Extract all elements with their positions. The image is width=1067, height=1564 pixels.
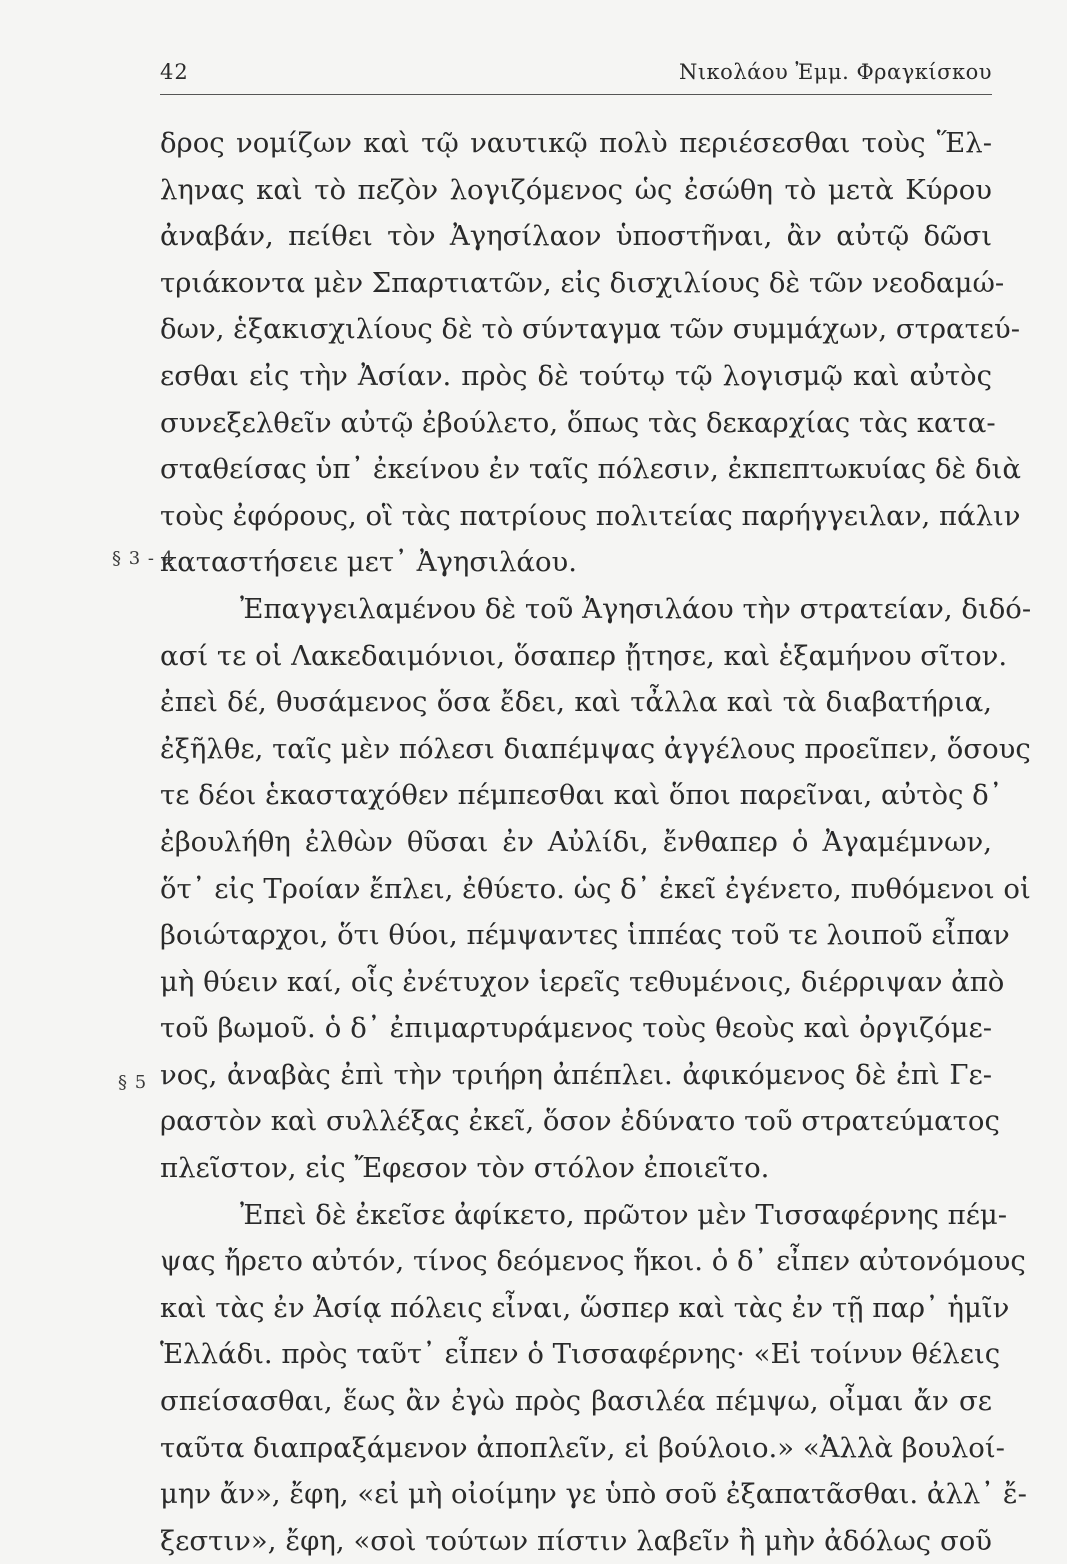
- text-line: ὅτ᾿ εἰς Τροίαν ἔπλει, ἐθύετο. ὡς δ᾿ ἐκεῖ ἐγένετο, πυθόμενοι οἱ: [160, 872, 1031, 905]
- text-line: ἐπεὶ δέ, θυσάμενος ὅσα ἔδει, καὶ τἆλλα καὶ τὰ διαβατήρια,: [160, 686, 992, 719]
- text-line: ληνας καὶ τὸ πεζὸν λογιζόμενος ὡς ἐσώθη τὸ μετὰ Κύρου: [160, 173, 992, 206]
- text-line: ασί τε οἱ Λακεδαιμόνιοι, ὅσαπερ ᾔτησε, καὶ ἑξαμήνου σῖτον.: [160, 639, 1008, 672]
- text-line: μην ἄν», ἔφη, «εἰ μὴ οἰοίμην γε ὑπὸ σοῦ ἐξαπατᾶσθαι. ἀλλ᾿ ἔ-: [160, 1478, 1027, 1511]
- paragraph-2: [160, 586, 1032, 1192]
- text-line: μὴ θύειν καί, οἷς ἐνέτυχον ἱερεῖς τεθυμένοις, διέρριψαν ἀπὸ: [160, 965, 1005, 998]
- text-line: ἐβουλήθη ἐλθὼν θῦσαι ἐν Αὐλίδι, ἔνθαπερ ὁ Ἀγαμέμνων,: [160, 825, 992, 858]
- text-line: εσθαι εἰς τὴν Ἀσίαν. πρὸς δὲ τούτῳ τῷ λογισμῷ καὶ αὐτὸς: [160, 359, 992, 392]
- text-line: δων, ἑξακισχιλίους δὲ τὸ σύνταγμα τῶν συμμάχων, στρατεύ-: [160, 313, 1021, 346]
- text-line: ξεστιν», ἔφη, «σοὶ τούτων πίστιν λαβεῖν ἢ μὴν ἀδόλως σοῦ: [160, 1524, 992, 1557]
- text-line: Ἐπαγγειλαμένου δὲ τοῦ Ἀγησιλάου τὴν στρατείαν, διδό-: [240, 592, 1032, 625]
- text-line: καταστήσειε μετ᾿ Ἀγησιλάου.: [160, 546, 577, 579]
- margin-note-section-3-4: § 3 - 4: [112, 548, 175, 569]
- text-line: ταῦτα διαπραξάμενον ἀποπλεῖν, εἰ βούλοιο.» «Ἀλλὰ βουλοί-: [160, 1431, 1005, 1464]
- text-line: δρος νομίζων καὶ τῷ ναυτικῷ πολὺ περιέσεσθαι τοὺς Ἕλ-: [160, 127, 992, 159]
- running-header: [160, 58, 992, 95]
- paragraph-1: [160, 120, 1021, 586]
- text-line: ἐξῆλθε, ταῖς μὲν πόλεσι διαπέμψας ἀγγέλους προεῖπεν, ὅσους: [160, 732, 1031, 765]
- text-line: τε δέοι ἑκασταχόθεν πέμπεσθαι καὶ ὅποι παρεῖναι, αὐτὸς δ᾿: [160, 779, 1003, 812]
- text-line: πλεῖστον, εἰς Ἔφεσον τὸν στόλον ἐποιεῖτο.: [160, 1152, 770, 1185]
- text-line: τοὺς ἐφόρους, οἳ τὰς πατρίους πολιτείας παρήγγειλαν, πάλιν: [160, 499, 1021, 532]
- body-text: [160, 120, 1032, 1564]
- text-line: σταθείσας ὑπ᾿ ἐκείνου ἐν ταῖς πόλεσιν, ἐκπεπτωκυίας δὲ διὰ: [160, 453, 1021, 486]
- text-line: ἀναβάν, πείθει τὸν Ἀγησίλαον ὑποστῆναι, ἂν αὐτῷ δῶσι: [160, 220, 992, 253]
- text-line: τριάκοντα μὲν Σπαρτιατῶν, εἰς δισχιλίους δὲ τῶν νεοδαμώ-: [160, 266, 1005, 299]
- text-line: βοιώταρχοι, ὅτι θύοι, πέμψαντες ἱππέας τοῦ τε λοιποῦ εἶπαν: [160, 919, 1010, 952]
- text-line: συνεξελθεῖν αὐτῷ ἐβούλετο, ὅπως τὰς δεκαρχίας τὰς κατα-: [160, 406, 996, 439]
- running-title: Νικολάου Ἐμμ. Φραγκίσκου: [678, 60, 992, 84]
- text-line: ψας ἤρετο αὐτόν, τίνος δεόμενος ἥκοι. ὁ δ᾿ εἶπεν αὐτονόμους: [160, 1245, 1026, 1278]
- page-number: 42: [160, 60, 189, 84]
- text-line: τοῦ βωμοῦ. ὁ δ᾿ ἐπιμαρτυράμενος τοὺς θεοὺς καὶ ὀργιζόμε-: [160, 1012, 992, 1045]
- text-line: καὶ τὰς ἐν Ἀσίᾳ πόλεις εἶναι, ὥσπερ καὶ τὰς ἐν τῇ παρ᾿ ἡμῖν: [160, 1291, 1010, 1324]
- margin-note-section-5: § 5: [118, 1072, 148, 1093]
- paragraph-3: [160, 1192, 1027, 1564]
- text-line: ραστὸν καὶ συλλέξας ἐκεῖ, ὅσον ἐδύνατο τοῦ στρατεύματος: [160, 1105, 1000, 1138]
- text-line: Ἐπεὶ δὲ ἐκεῖσε ἀφίκετο, πρῶτον μὲν Τισσαφέρνης πέμ-: [240, 1198, 1008, 1231]
- text-line: σπείσασθαι, ἕως ἂν ἐγὼ πρὸς βασιλέα πέμψω, οἶμαι ἄν σε: [160, 1385, 992, 1418]
- text-line: νος, ἀναβὰς ἐπὶ τὴν τριήρη ἀπέπλει. ἀφικόμενος δὲ ἐπὶ Γε-: [160, 1058, 992, 1091]
- text-line: Ἑλλάδι. πρὸς ταῦτ᾿ εἶπεν ὁ Τισσαφέρνης· «Εἰ τοίνυν θέλεις: [160, 1338, 1001, 1371]
